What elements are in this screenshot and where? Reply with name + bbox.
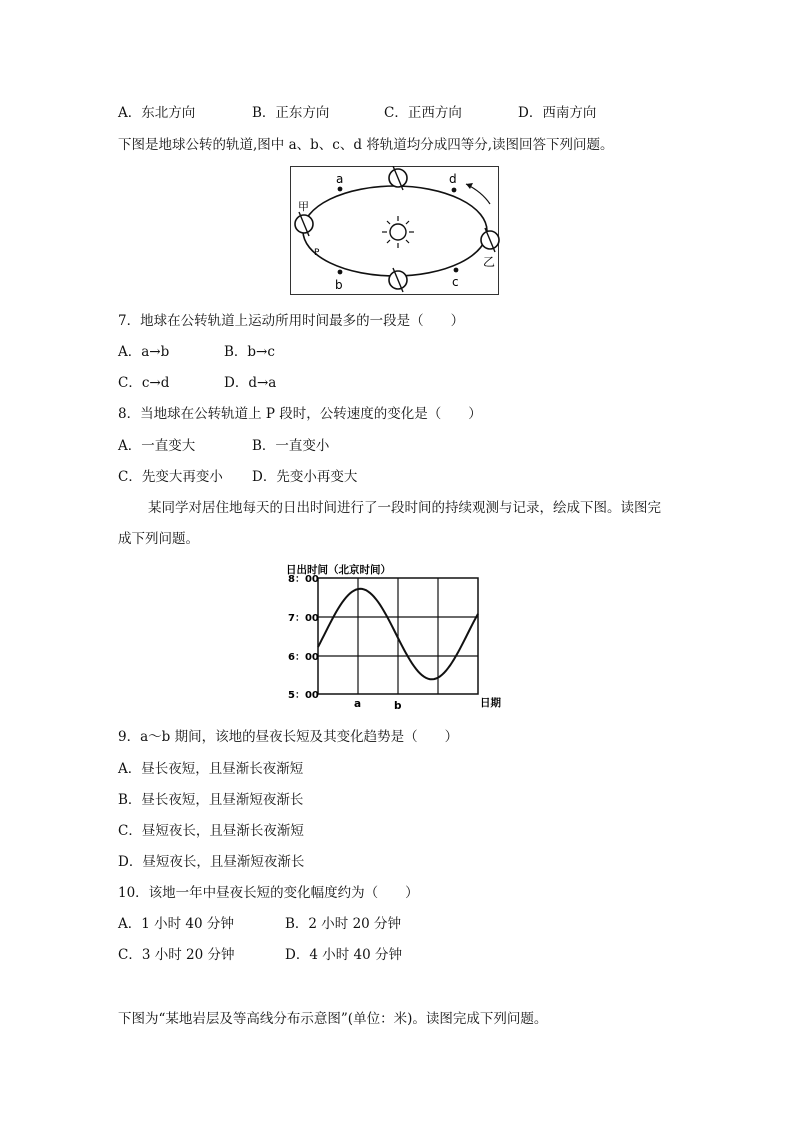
- q6-option-c: C．正西方向: [384, 105, 462, 121]
- q10-option-a: A．1 小时 40 分钟: [118, 916, 234, 932]
- q6-option-a: A．东北方向: [118, 105, 196, 121]
- label-jia: 甲: [298, 200, 309, 213]
- q10-stem: 10．该地一年中昼夜长短的变化幅度约为（ ）: [118, 885, 419, 901]
- orbit-diagram: [290, 166, 500, 296]
- q8-stem: 8．当地球在公转轨道上 P 段时，公转速度的变化是（ ）: [118, 406, 482, 422]
- q7-option-b: B．b→c: [224, 344, 275, 360]
- q7-option-c: C．c→d: [118, 375, 170, 391]
- label-c: c: [452, 275, 459, 289]
- orbit-intro: 下图是地球公转的轨道,图中 a、b、c、d 将轨道均分成四等分,读图回答下列问题。: [118, 137, 614, 153]
- chart-xlabel: 日期: [480, 697, 501, 709]
- q8-option-a: A．一直变大: [118, 438, 196, 454]
- q9-option-c: C．昼短夜长，且昼渐长夜渐短: [118, 823, 304, 839]
- q7-stem: 7．地球在公转轨道上运动所用时间最多的一段是（ ）: [118, 313, 465, 329]
- q6-option-d: D．西南方向: [518, 105, 597, 121]
- q7-option-d: D．d→a: [224, 375, 277, 391]
- chart-ylabel: 日出时间（北京时间）: [286, 564, 391, 576]
- strata-intro: 下图为“某地岩层及等高线分布示意图”(单位：米)。读图完成下列问题。: [118, 1011, 548, 1027]
- sunrise-intro-line1: 某同学对居住地每天的日出时间进行了一段时间的持续观测与记录，绘成下图。读图完: [148, 500, 661, 516]
- label-b: b: [335, 278, 343, 292]
- earth-bottom-icon: [389, 268, 407, 292]
- q8-option-c: C．先变大再变小: [118, 469, 223, 485]
- q6-option-b: B．正东方向: [252, 105, 330, 121]
- q8-option-d: D．先变小再变大: [252, 469, 358, 485]
- label-yi: 乙: [483, 255, 496, 269]
- sunrise-chart: [282, 560, 512, 712]
- label-d: d: [449, 172, 457, 186]
- earth-jia-icon: [295, 212, 313, 236]
- q7-option-a: A．a→b: [118, 344, 170, 360]
- xmarker-b: b: [394, 700, 402, 712]
- sunrise-intro-line2: 成下列问题。: [118, 531, 199, 547]
- q8-option-b: B．一直变小: [252, 438, 330, 454]
- ytick-8: 8：00: [288, 574, 319, 585]
- q9-option-b: B．昼长夜短，且昼渐短夜渐长: [118, 792, 304, 808]
- ytick-5: 5：00: [288, 690, 319, 701]
- ytick-7: 7：00: [288, 613, 319, 624]
- ytick-6: 6：00: [288, 652, 319, 663]
- q10-option-b: B．2 小时 20 分钟: [285, 916, 402, 932]
- q9-option-d: D．昼短夜长，且昼渐短夜渐长: [118, 854, 305, 870]
- earth-yi-icon: [481, 228, 499, 252]
- xmarker-a: a: [354, 698, 362, 710]
- sun-icon: [382, 216, 414, 248]
- orbit-ellipse: [303, 186, 487, 276]
- q10-option-d: D．4 小时 40 分钟: [285, 947, 402, 963]
- q10-option-c: C．3 小时 20 分钟: [118, 947, 235, 963]
- label-a: a: [336, 172, 344, 186]
- q9-stem: 9．a～b 期间，该地的昼夜长短及其变化趋势是（ ）: [118, 729, 459, 745]
- label-p: P: [314, 248, 320, 258]
- q9-option-a: A．昼长夜短，且昼渐长夜渐短: [118, 761, 304, 777]
